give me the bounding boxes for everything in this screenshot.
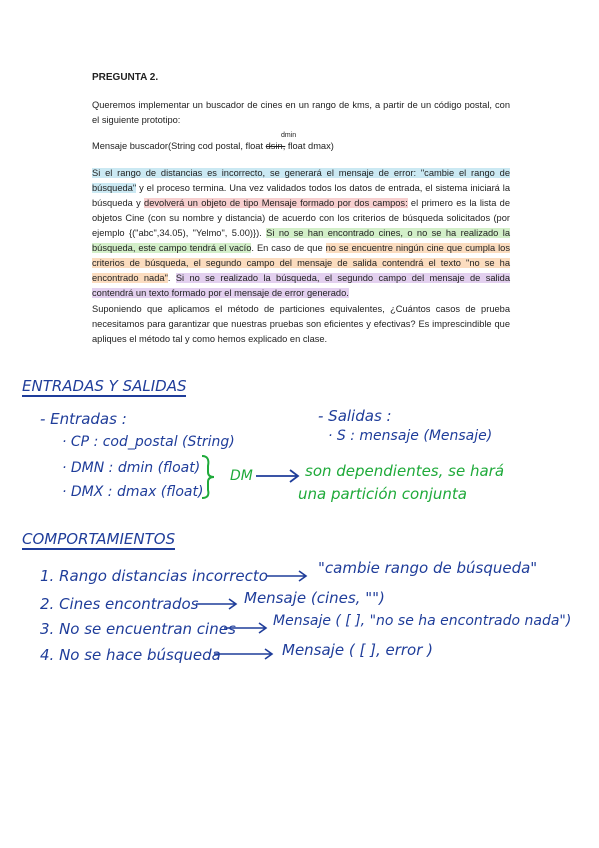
spec-text-2: el primero es la lista de objetos Cine (con su nombre y distancia) de acuerdo con los criterios de búsqueda solicitados (por ejemplo {("abc",34.05), "Yelmo", 5.00)}). <box>92 198 510 238</box>
heading-entradas-salidas: ENTRADAS Y SALIDAS <box>22 377 187 395</box>
salidas-label: - Salidas : <box>318 407 392 425</box>
prototype-suffix: float dmax) <box>285 141 334 151</box>
arrow-right-icon <box>266 571 306 581</box>
prototype-line <box>92 141 334 151</box>
entrada-dmn: · DMN : dmin (float) <box>62 460 201 476</box>
spec-highlight-red: devolverá un objeto de tipo Mensaje formado por dos campos: <box>144 198 408 208</box>
behaviour-4-effect: Mensaje ( [ ], error ) <box>282 641 434 659</box>
spec-text-1: y el proceso termina. Una vez validados todos los datos de entrada, el sistema iniciará la búsqueda y <box>92 183 510 208</box>
prototype-struck: dsin, <box>265 141 286 151</box>
question-title: PREGUNTA 2. <box>92 72 159 83</box>
question-intro: Queremos implementar un buscador de cines en un rango de kms, a partir de un código postal, con el siguiente prototipo: <box>92 100 510 125</box>
brace-icon <box>202 456 214 498</box>
dm-label: DM <box>230 468 253 484</box>
dm-note-line2: una partición conjunta <box>298 485 467 503</box>
spec-highlight-purple: Si no se realizado la búsqueda, el segundo campo del mensaje de salida contendrá un texto formado por el mensaje de error generado. <box>92 273 510 298</box>
behaviour-4-cause: 4. No se hace búsqueda <box>40 646 221 664</box>
arrow-right-icon <box>214 649 272 659</box>
behaviour-1-effect: "cambie rango de búsqueda" <box>318 559 538 577</box>
heading-comportamientos: COMPORTAMIENTOS <box>22 530 176 548</box>
arrow-right-icon <box>196 599 236 609</box>
behaviour-2-effect: Mensaje (cines, "") <box>244 589 385 607</box>
dm-note-line1: son dependientes, se hará <box>305 462 505 480</box>
entrada-dmx: · DMX : dmax (float) <box>62 484 204 500</box>
prototype-prefix: Mensaje buscador(String cod postal, float <box>92 141 266 151</box>
behaviour-3-effect: Mensaje ( [ ], "no se ha encontrado nada") <box>273 613 572 629</box>
salida-s: · S : mensaje (Mensaje) <box>328 428 493 444</box>
spec-text-3: . En caso de que <box>251 243 326 253</box>
spec-highlight-blue: Si el rango de distancias es incorrecto, se generará el mensaje de error: "cambie el rango de búsqueda" <box>92 168 510 193</box>
question-task: Suponiendo que aplicamos el método de particiones equivalentes, ¿Cuántos casos de prueba necesitamos para garantizar que nuestras pruebas son eficientes y efectivas? Es imprescindible que apliques el método tal y como hemos explicado en clase. <box>92 304 510 344</box>
behaviour-1-cause: 1. Rango distancias incorrecto <box>40 567 268 585</box>
entradas-label: - Entradas : <box>40 410 127 428</box>
entrada-cp: · CP : cod_postal (String) <box>62 434 235 450</box>
behaviour-3-cause: 3. No se encuentran cines <box>40 620 236 638</box>
spec-highlight-green: Si no se han encontrado cines, o no se ha realizado la búsqueda, este campo tendrá el vacío <box>92 228 510 253</box>
prototype-correction: dmin <box>281 132 297 139</box>
question-spec <box>92 166 510 301</box>
spec-highlight-orange: no se encuentre ningún cine que cumpla los criterios de búsqueda, el segundo campo del mensaje de salida contendrá el texto "no se ha encontrado nada" <box>92 243 510 283</box>
behaviour-2-cause: 2. Cines encontrados <box>40 595 199 613</box>
arrow-right-icon <box>256 470 298 482</box>
spec-text-4: . <box>167 273 176 283</box>
